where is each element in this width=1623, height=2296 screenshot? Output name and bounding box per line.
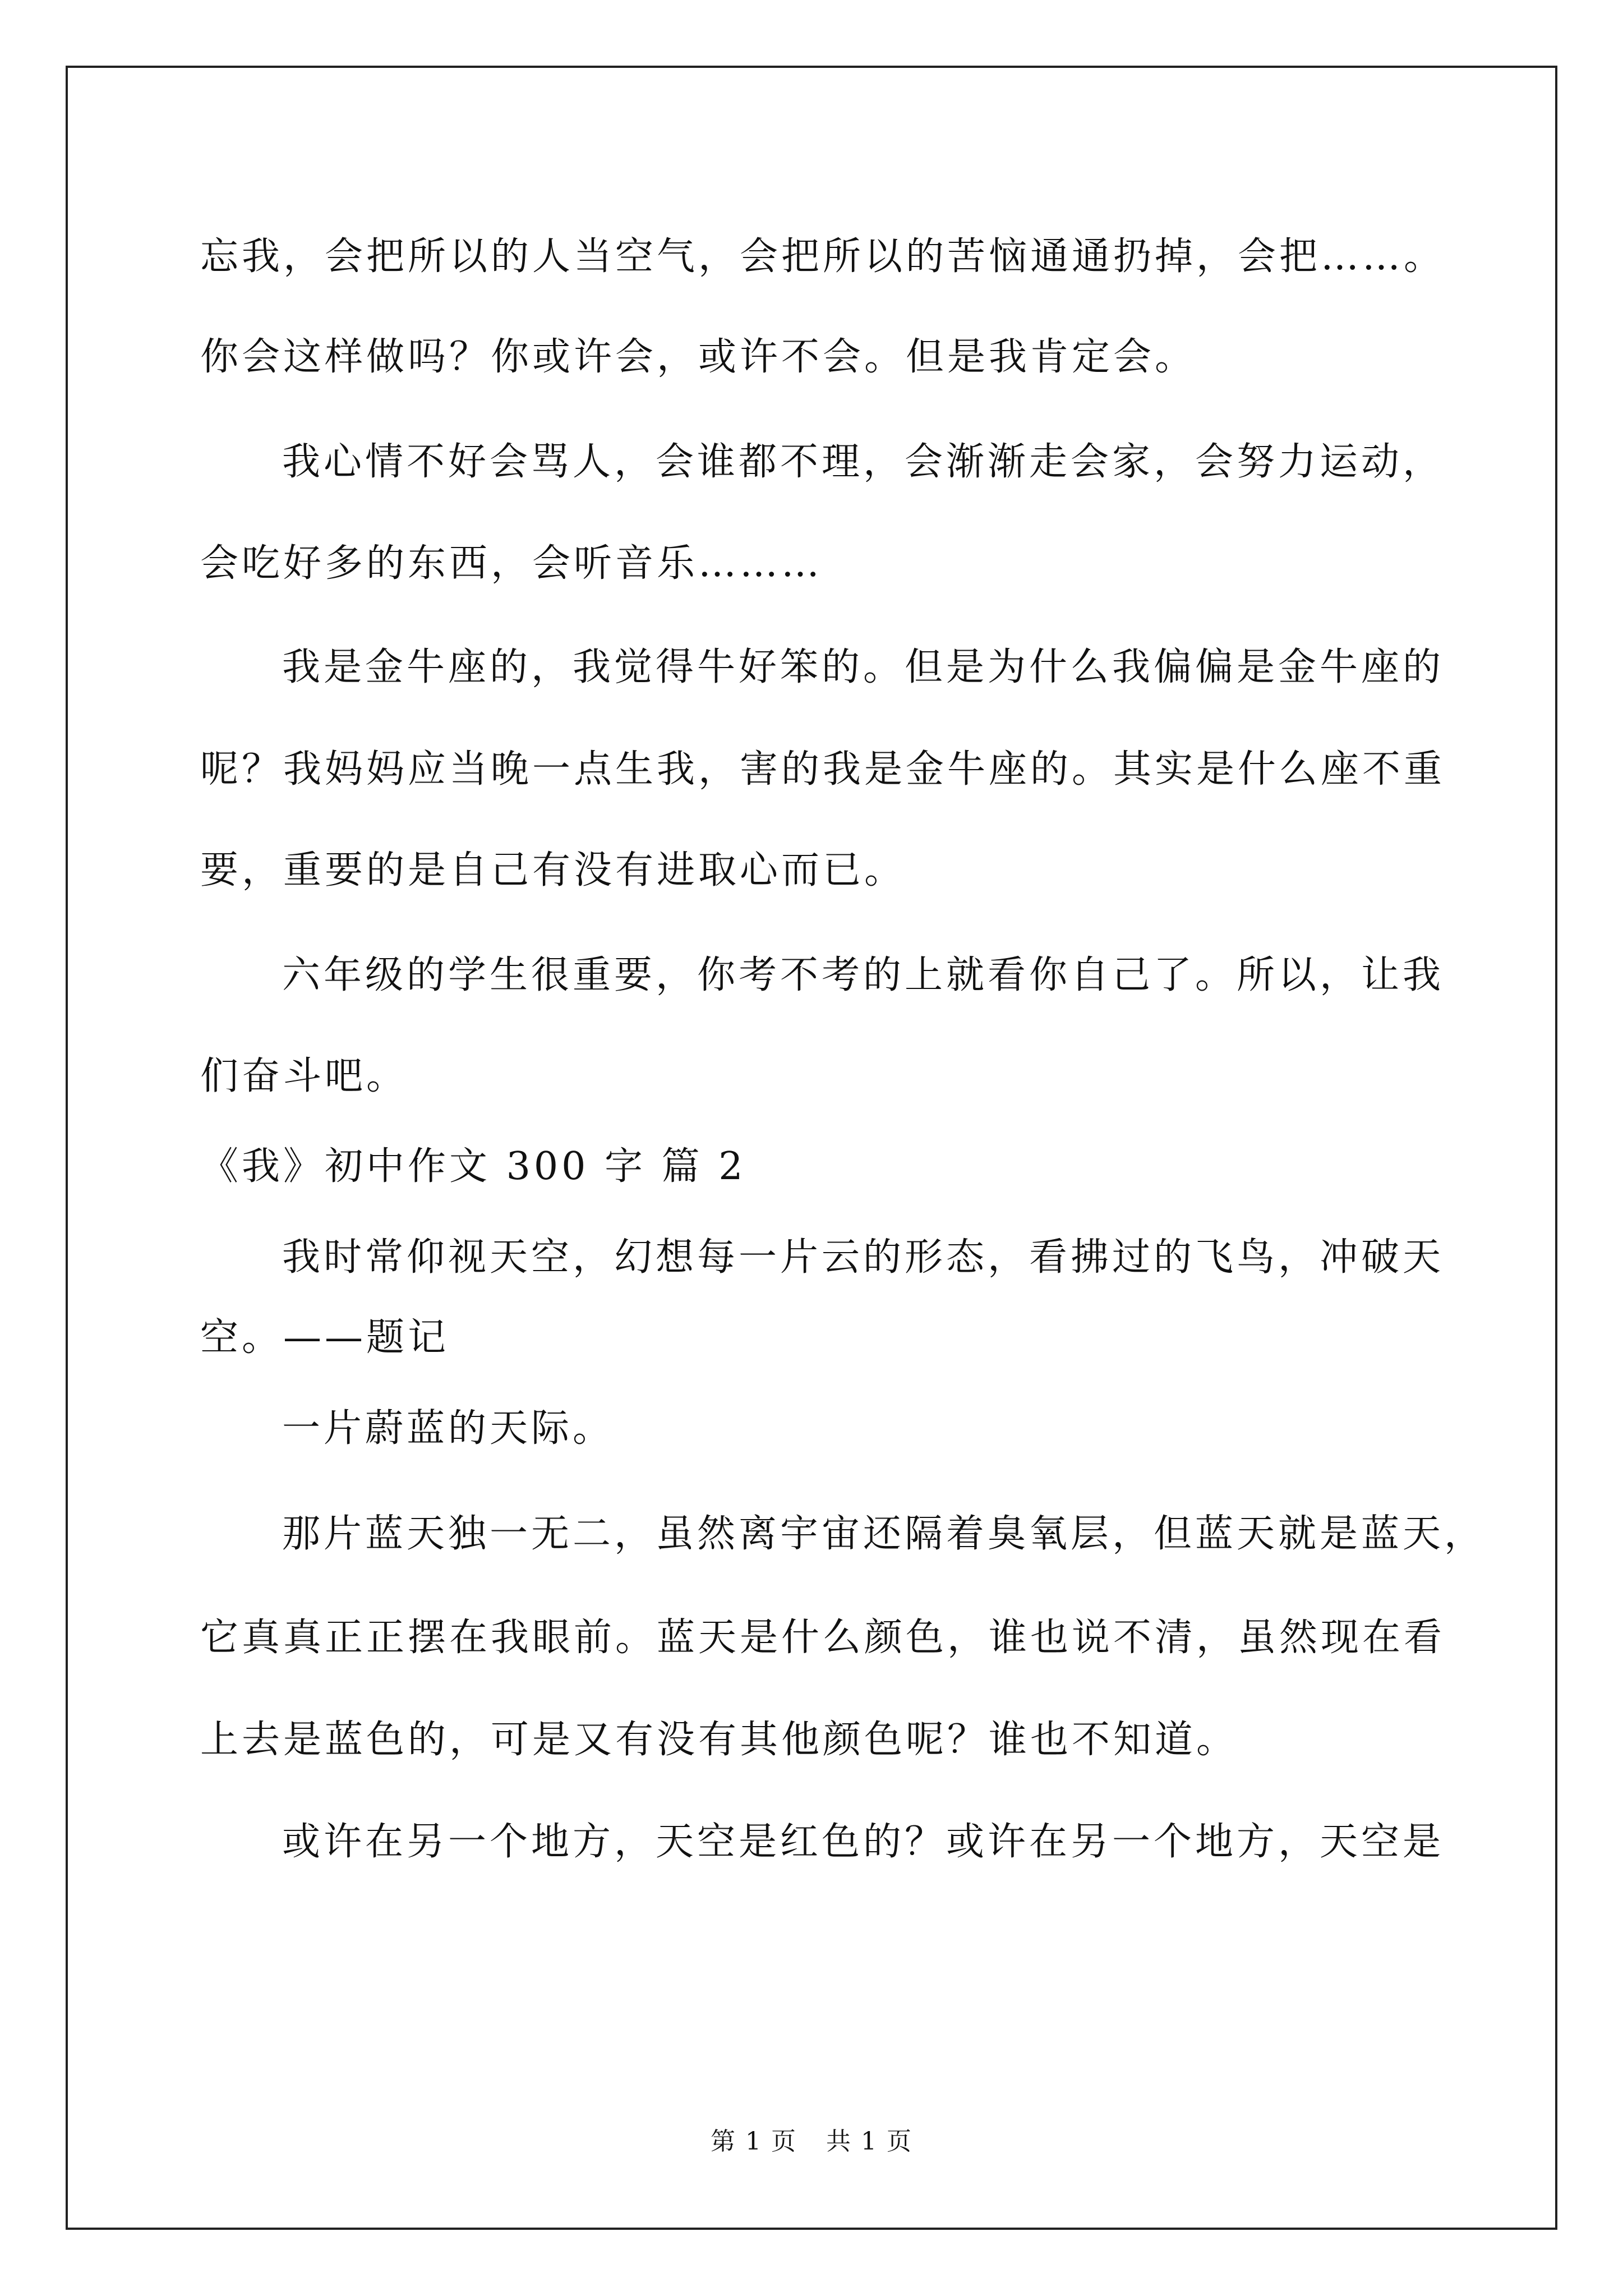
page-total: 共 1 页 <box>826 2127 912 2156</box>
paragraph-line: 它真真正正摆在我眼前。蓝天是什么颜色，谁也说不清，虽然现在看 <box>200 1616 1446 1660</box>
paragraph-line: 们奋斗吧。 <box>200 1054 408 1098</box>
paragraph-line: 六年级的学生很重要，你考不考的上就看你自己了。所以，让我 <box>282 953 1445 997</box>
paragraph-line: 那片蓝天独一无二，虽然离宇宙还隔着臭氧层，但蓝天就是蓝天， <box>282 1512 1486 1556</box>
paragraph-line: 一片蔚蓝的天际。 <box>282 1406 615 1451</box>
paragraph-line: 你会这样做吗？你或许会，或许不会。但是我肯定会。 <box>200 335 1197 379</box>
paragraph-line: 我心情不好会骂人，会谁都不理，会渐渐走会家，会努力运动， <box>282 440 1445 484</box>
paragraph-line: 呢？我妈妈应当晚一点生我，害的我是金牛座的。其实是什么座不重 <box>200 747 1446 792</box>
paragraph-line: 会吃好多的东西，会听音乐……… <box>200 541 823 586</box>
page-footer <box>0 2121 1623 2157</box>
section-heading: 《我》初中作文 300 字 篇 2 <box>200 1144 746 1189</box>
paragraph-line: 要，重要的是自己有没有进取心而已。 <box>200 848 906 892</box>
page-number: 第 1 页 <box>711 2127 797 2156</box>
paragraph-line: 或许在另一个地方，天空是红色的？或许在另一个地方，天空是 <box>282 1820 1445 1864</box>
paragraph-line: 空。——题记 <box>200 1315 450 1360</box>
paragraph-line: 上去是蓝色的，可是又有没有其他颜色呢？谁也不知道。 <box>200 1718 1238 1762</box>
paragraph-line: 忘我，会把所以的人当空气，会把所以的苦恼通通扔掉，会把……。 <box>200 234 1446 279</box>
paragraph-line: 我是金牛座的，我觉得牛好笨的。但是为什么我偏偏是金牛座的 <box>282 645 1445 689</box>
paragraph-line: 我时常仰视天空，幻想每一片云的形态，看拂过的飞鸟，冲破天 <box>282 1235 1445 1280</box>
